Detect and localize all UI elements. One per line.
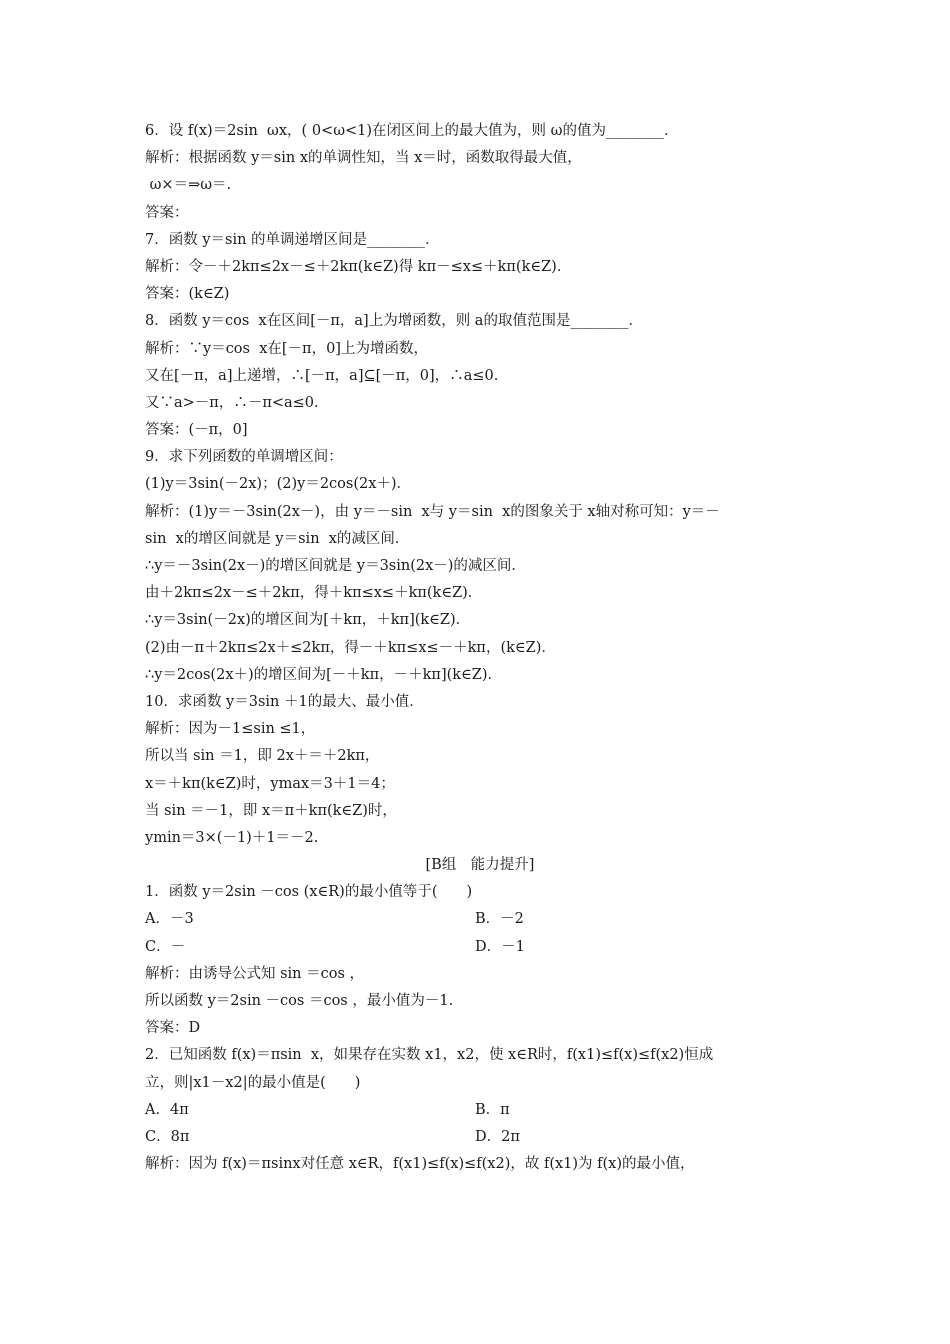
q6-answer: 答案：	[145, 204, 189, 221]
b-q2-stem-2: 立，则|x1－x2|的最小值是( )	[145, 1074, 361, 1091]
b-q1-option-b: B．－2	[475, 911, 524, 928]
b-q1-option-a: A．－3	[145, 911, 194, 928]
q10-analysis-5: ymin＝3×(－1)＋1＝－2.	[145, 829, 319, 846]
q8-analysis-2: 又在[－π，a]上递增，∴[－π，a]⊆[－π，0]，∴a≤0.	[145, 367, 499, 384]
b-q2-option-a: A．4π	[145, 1101, 189, 1118]
b-q2-stem-1: 2．已知函数 f(x)＝πsin x，如果存在实数 x1，x2，使 x∈R时，f(x1)≤f(x)≤f(x2)恒成	[145, 1047, 714, 1064]
b-q2-option-d: D．2π	[475, 1128, 520, 1145]
q9-analysis-3: ∴y＝－3sin(2x－)的增区间就是 y＝3sin(2x－)的减区间．	[145, 558, 526, 574]
q9-analysis-4: 由＋2kπ≤2x－≤＋2kπ，得＋kπ≤x≤＋kπ(k∈Z)．	[145, 585, 483, 602]
q9-analysis-2: sin x的增区间就是 y＝sin x的减区间．	[145, 530, 410, 547]
q6-analysis-2: ω×＝⇒ω＝.	[145, 177, 232, 194]
b-q1-stem: 1．函数 y＝2sin －cos (x∈R)的最小值等于( )	[145, 884, 473, 901]
b-q1-analysis-1: 解析：由诱导公式知 sin ＝cos ，	[145, 965, 365, 982]
b-q1-answer: 答案：D	[145, 1020, 201, 1037]
q8-answer: 答案：(－π，0]	[145, 422, 248, 439]
q9-analysis-7: ∴y＝2cos(2x＋)的增区间为[－＋kπ，－＋kπ](k∈Z)．	[145, 666, 503, 683]
q7-analysis: 解析：令－＋2kπ≤2x－≤＋2kπ(k∈Z)得 kπ－≤x≤＋kπ(k∈Z)．	[145, 258, 572, 275]
b-q1-analysis-2: 所以函数 y＝2sin －cos ＝cos ，最小值为－1.	[145, 993, 454, 1009]
q9-analysis-5: ∴y＝3sin(－2x)的增区间为[＋kπ，＋kπ](k∈Z)．	[145, 612, 471, 629]
q10-analysis-1: 解析：因为－1≤sin ≤1，	[145, 721, 316, 738]
b-q2-option-c: C．8π	[145, 1128, 190, 1145]
b-q2-analysis-1: 解析：因为 f(x)＝πsinx对任意 x∈R，f(x1)≤f(x)≤f(x2)，故 f(x1)为 f(x)的最小值，	[145, 1156, 695, 1173]
b-q2-options-row-2	[145, 1124, 815, 1151]
q6-stem: 6．设 f(x)＝2sin ωx，( 0<ω<1)在闭区间上的最大值为，则 ω的值为________．	[145, 123, 679, 139]
q10-analysis-4: 当 sin ＝－1，即 x＝π＋kπ(k∈Z)时，	[145, 802, 397, 819]
q9-stem: 9．求下列函数的单调增区间：	[145, 449, 343, 466]
q8-analysis-3: 又∵a>－π，∴－π<a≤0.	[145, 394, 319, 411]
q7-answer: 答案：(k∈Z)	[145, 286, 230, 303]
section-b-title: [B组 能力提升]	[425, 857, 535, 874]
b-q2-options-row-1	[145, 1097, 815, 1124]
b-q1-options-row-2	[145, 934, 815, 961]
b-q1-options-row-1	[145, 906, 815, 933]
q8-stem: 8．函数 y＝cos x在区间[－π，a]上为增函数，则 a的取值范围是________．	[145, 313, 643, 330]
b-q2-option-b: B．π	[475, 1101, 510, 1118]
q9-parts: (1)y＝3sin(－2x)；(2)y＝2cos(2x＋)．	[145, 476, 412, 493]
q9-analysis-6: (2)由－π＋2kπ≤2x＋≤2kπ，得－＋kπ≤x≤－＋kπ，(k∈Z)．	[145, 639, 556, 656]
q8-analysis-1: 解析：∵y＝cos x在[－π，0]上为增函数，	[145, 340, 428, 357]
q10-analysis-2: 所以当 sin ＝1，即 2x＋＝＋2kπ，	[145, 748, 380, 765]
document-body	[145, 118, 815, 1178]
q10-analysis-3: x＝＋kπ(k∈Z)时，ymax＝3＋1＝4；	[145, 775, 395, 792]
q6-analysis-1: 解析：根据函数 y＝sin x的单调性知，当 x＝时，函数取得最大值，	[145, 150, 582, 167]
b-q1-option-c: C．－	[145, 938, 186, 955]
q10-stem: 10．求函数 y＝3sin ＋1的最大、最小值．	[145, 693, 424, 710]
q9-analysis-1: 解析：(1)y＝－3sin(2x－)，由 y＝－sin x与 y＝sin x的图象关于 x轴对称可知：y＝－	[145, 503, 720, 520]
q7-stem: 7．函数 y＝sin 的单调递增区间是________．	[145, 231, 440, 248]
b-q1-option-d: D．－1	[475, 938, 525, 955]
